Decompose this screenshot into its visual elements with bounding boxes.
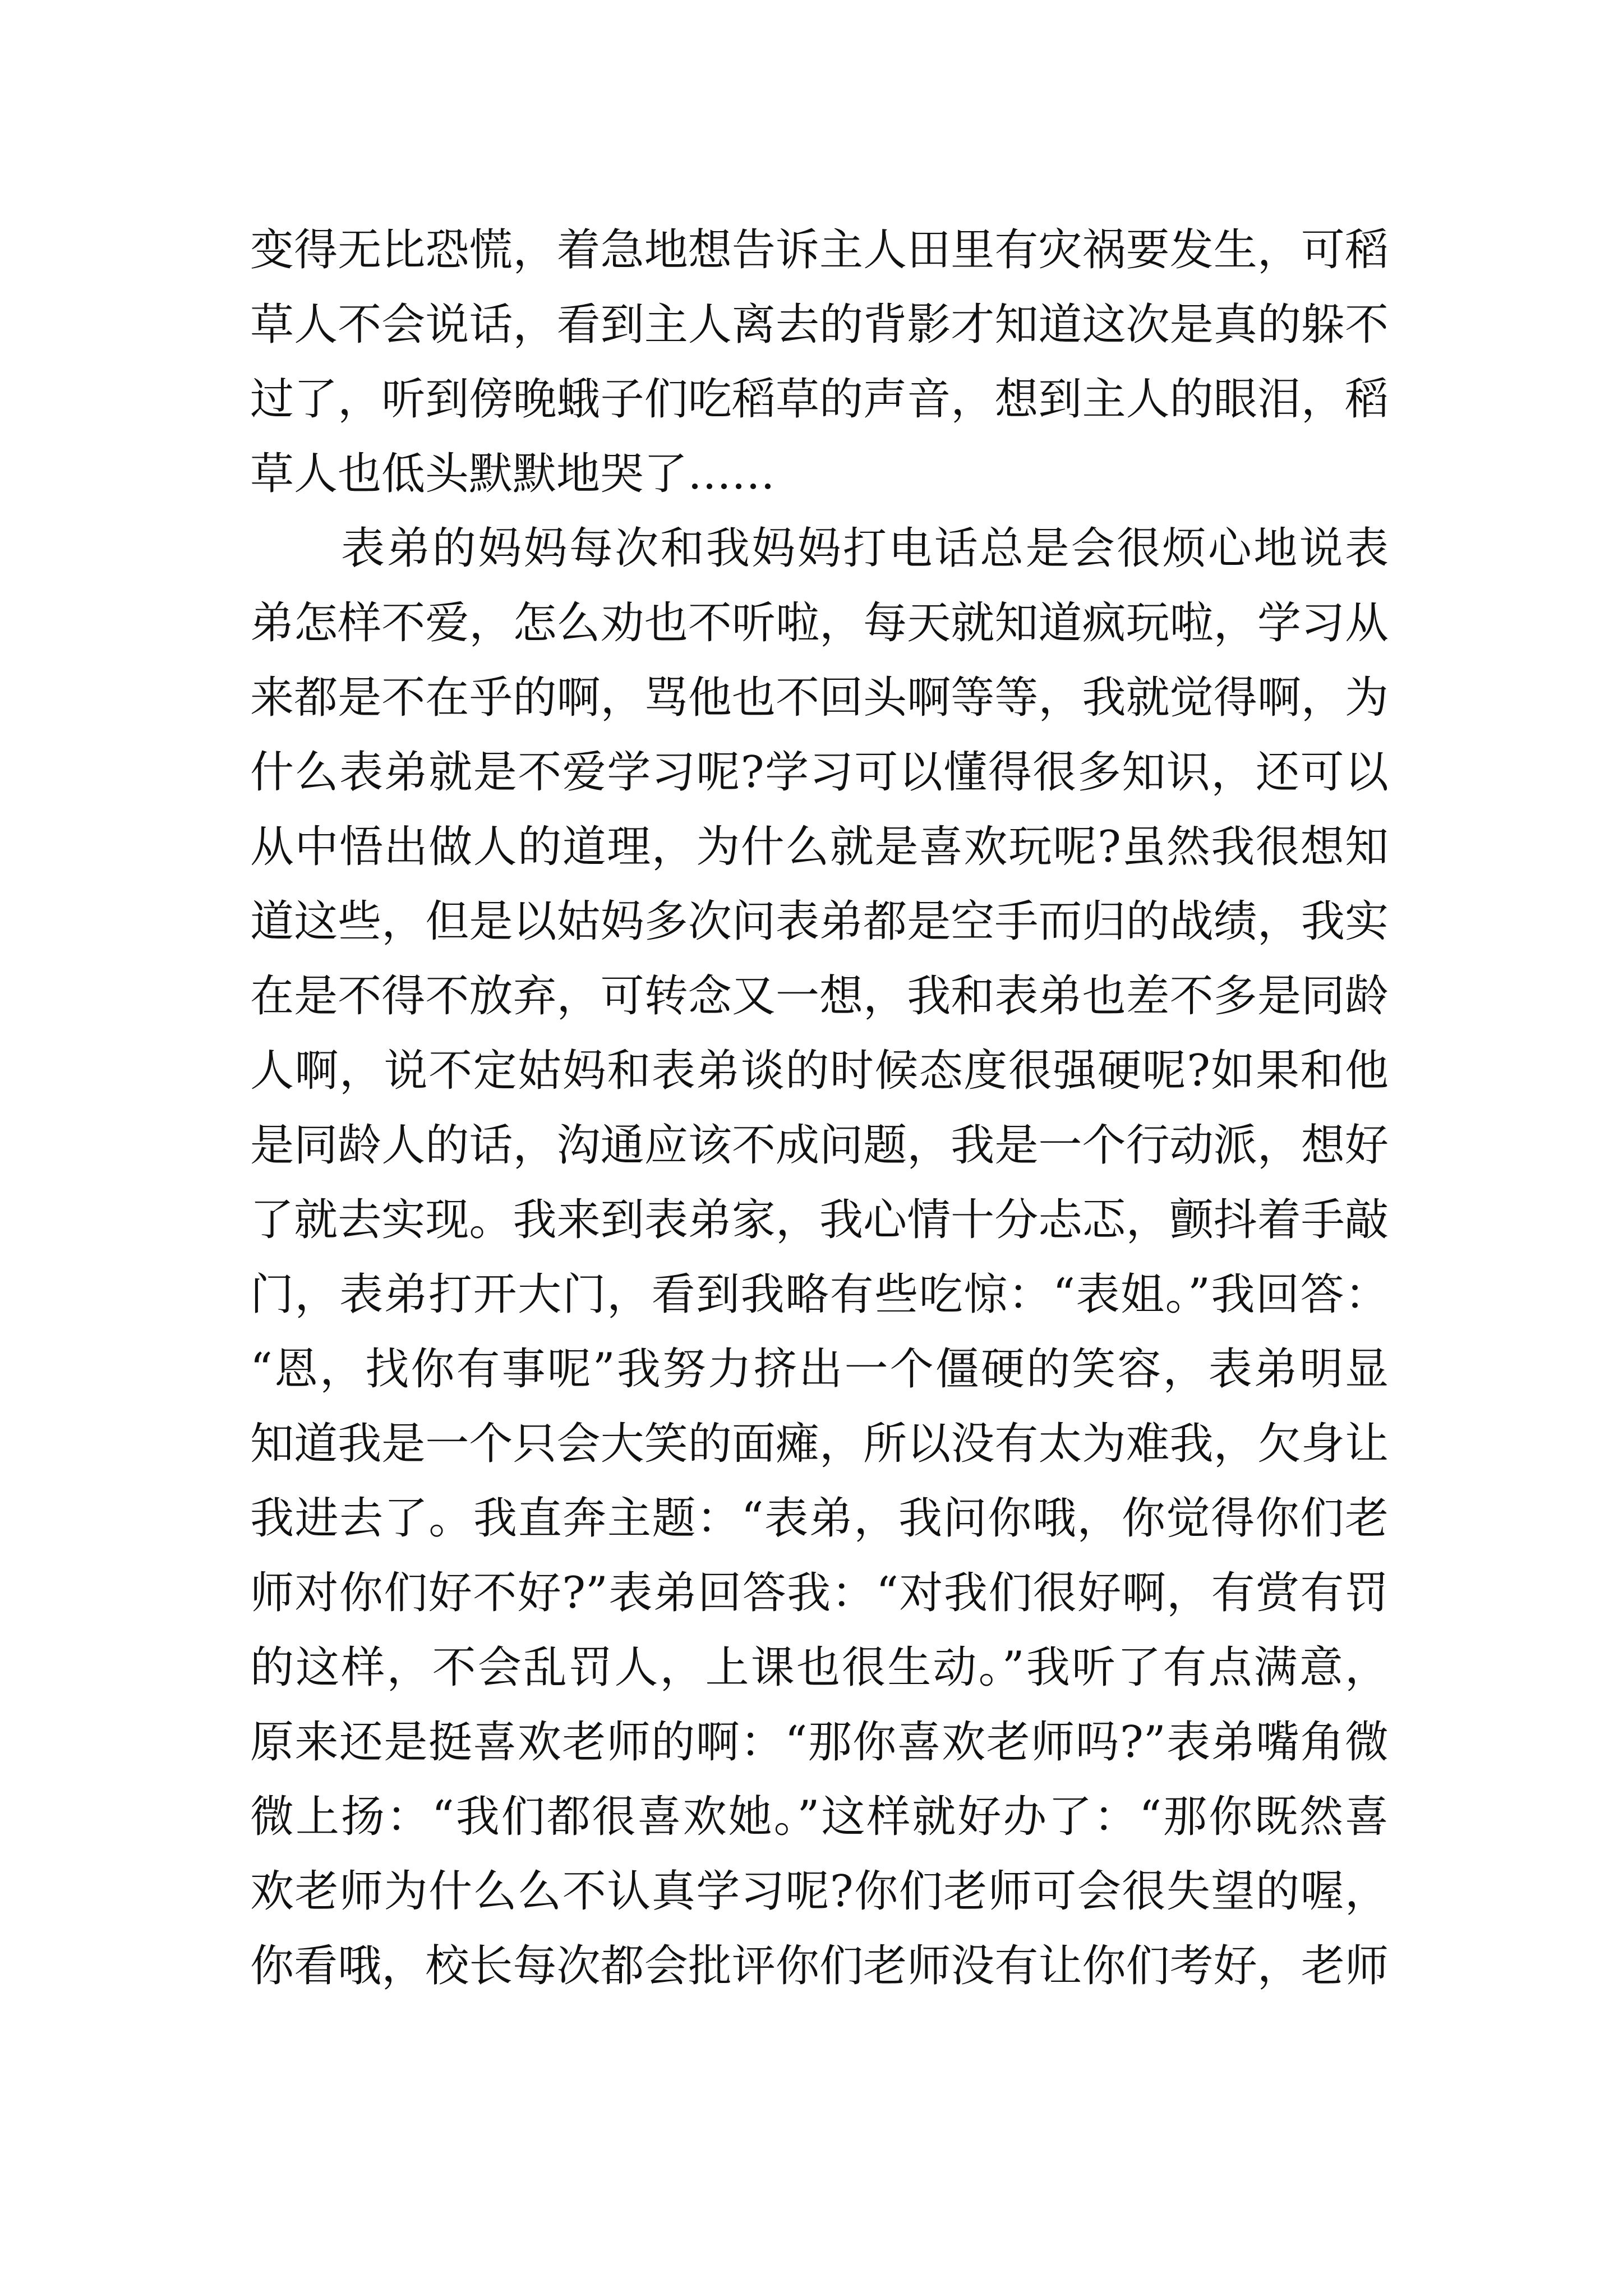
- text-line: 微上扬：“我们都很喜欢她。”这样就好办了：“那你既然喜: [250, 1792, 1389, 1842]
- text-line: 从中悟出做人的道理，为什么就是喜欢玩呢?虽然我很想知: [250, 822, 1389, 872]
- text-line: 草人也低头默默地哭了……: [250, 449, 776, 499]
- text-line: 师对你们好不好?”表弟回答我：“对我们很好啊，有赏有罚: [250, 1568, 1389, 1618]
- text-line: 我进去了。我直奔主题：“表弟，我问你哦，你觉得你们老: [250, 1493, 1389, 1544]
- text-line: 原来还是挺喜欢老师的啊：“那你喜欢老师吗?”表弟嘴角微: [250, 1717, 1389, 1768]
- text-line: 变得无比恐慌，着急地想告诉主人田里有灾祸要发生，可稻: [250, 225, 1389, 275]
- text-line: 来都是不在乎的啊，骂他也不回头啊等等，我就觉得啊，为: [250, 673, 1389, 723]
- text-line: 门，表弟打开大门，看到我略有些吃惊：“表姐。”我回答：: [250, 1269, 1389, 1320]
- body-text: [250, 213, 1389, 2004]
- text-line: “恩，找你有事呢”我努力挤出一个僵硬的笑容，表弟明显: [250, 1344, 1389, 1395]
- text-line: 草人不会说话，看到主人离去的背影才知道这次是真的躲不: [250, 300, 1389, 350]
- text-line: 的这样，不会乱罚人，上课也很生动。”我听了有点满意，: [250, 1642, 1389, 1693]
- text-line: 是同龄人的话，沟通应该不成问题，我是一个行动派，想好: [250, 1120, 1389, 1171]
- text-line: 欢老师为什么么不认真学习呢?你们老师可会很失望的喔，: [250, 1866, 1389, 1917]
- text-line: 在是不得不放弃，可转念又一想，我和表弟也差不多是同龄: [250, 971, 1389, 1022]
- text-line: 你看哦，校长每次都会批评你们老师没有让你们考好，老师: [250, 1941, 1389, 1991]
- text-line: 弟怎样不爱，怎么劝也不听啦，每天就知道疯玩啦，学习从: [250, 598, 1389, 648]
- text-line: 什么表弟就是不爱学习呢?学习可以懂得很多知识，还可以: [250, 747, 1389, 798]
- text-line: 人啊，说不定姑妈和表弟谈的时候态度很强硬呢?如果和他: [250, 1046, 1389, 1096]
- text-line: 了就去实现。我来到表弟家，我心情十分忐忑，颤抖着手敲: [250, 1195, 1389, 1245]
- paragraph-first-line: 表弟的妈妈每次和我妈妈打电话总是会很烦心地说表: [341, 523, 1389, 574]
- text-line: 过了，听到傍晚蛾子们吃稻草的声音，想到主人的眼泪，稻: [250, 374, 1389, 425]
- text-line: 知道我是一个只会大笑的面瘫，所以没有太为难我，欠身让: [250, 1419, 1389, 1469]
- text-line: 道这些，但是以姑妈多次问表弟都是空手而归的战绩，我实: [250, 896, 1389, 947]
